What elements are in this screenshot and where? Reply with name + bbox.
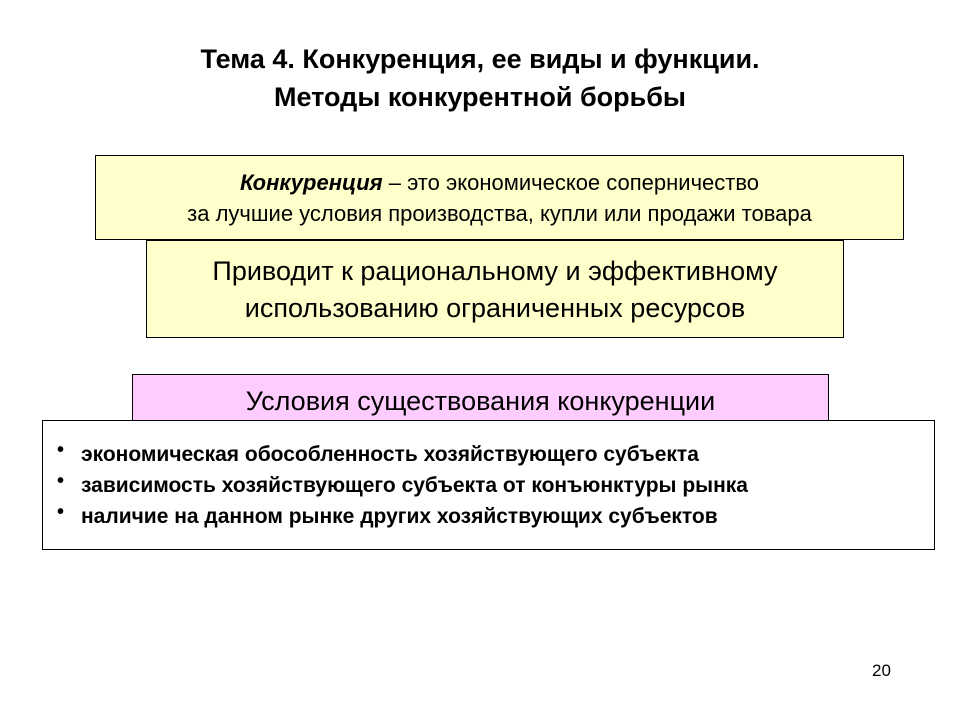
list-item [57, 470, 934, 501]
list-item-text: наличие на данном рынке других хозяйствующих субъектов [81, 505, 718, 528]
definition-text: – это экономическое соперничество [382, 170, 760, 195]
definition-line-1 [96, 167, 903, 198]
list-item-text: экономическая обособленность хозяйствующего субъекта [81, 443, 699, 466]
result-line-2: использованию ограниченных ресурсов [244, 293, 746, 323]
definition-box [95, 155, 904, 240]
slide-title [0, 40, 960, 116]
bullet-icon: • [57, 501, 65, 523]
title-line-1: Тема 4. Конкуренция, ее виды и функции. [200, 44, 760, 74]
page-number: 20 [872, 661, 891, 680]
conditions-list [42, 420, 935, 550]
list-item [57, 501, 934, 532]
result-line-1: Приводит к рациональному и эффективному [212, 256, 778, 286]
definition-term: Конкуренция [239, 170, 383, 195]
title-line-2: Методы конкурентной борьбы [274, 82, 686, 112]
list-item [57, 439, 934, 470]
conditions-heading: Условия существования конкуренции [245, 386, 716, 416]
bullet-icon: • [57, 470, 65, 492]
list-item-text: зависимость хозяйствующего субъекта от конъюнктуры рынка [81, 474, 748, 497]
bullet-icon: • [57, 439, 65, 461]
result-box [146, 240, 844, 338]
definition-line-2: за лучшие условия производства, купли или продажи товара [187, 201, 812, 226]
